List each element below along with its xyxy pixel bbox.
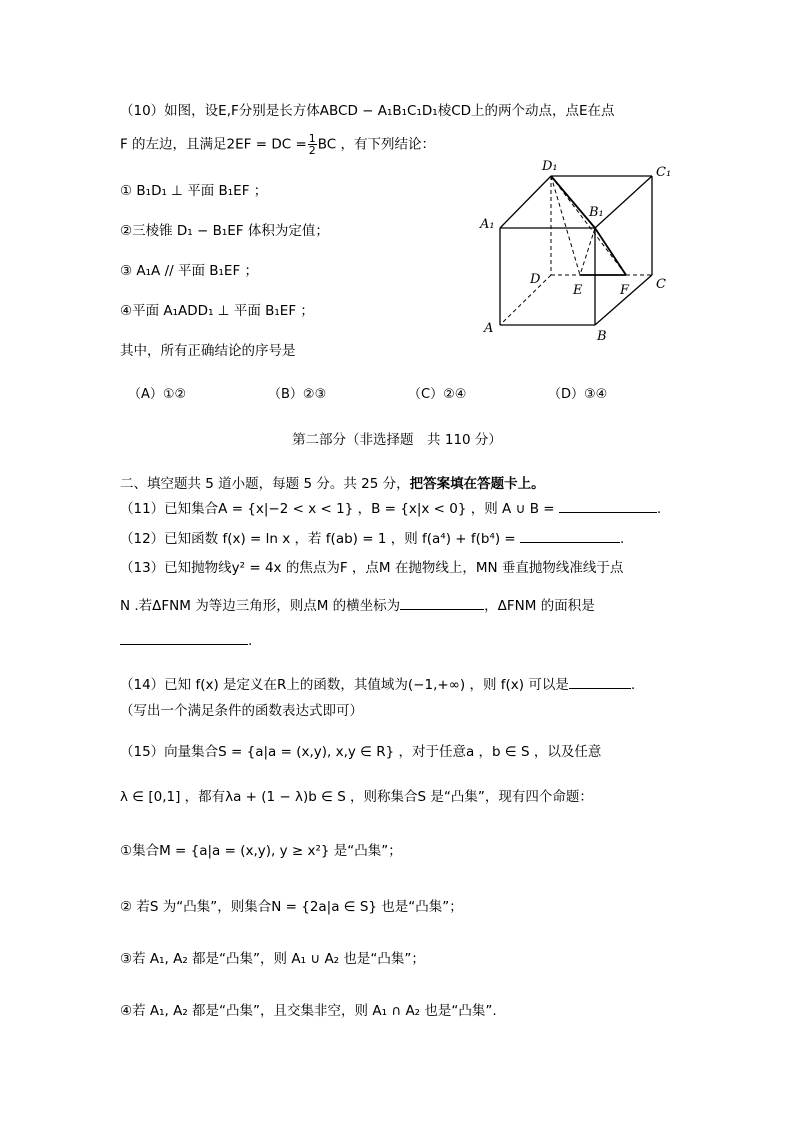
- edge-A1-D1: [500, 176, 551, 228]
- label-C: C: [656, 277, 666, 292]
- option-d: （D）③④: [548, 387, 608, 402]
- edge-D1-F: [551, 176, 626, 275]
- q15-proposition-1: ①集合M = {a|a = (x,y), y ≥ x²} 是“凸集”；: [120, 843, 402, 859]
- q10-line1: （10）如图，设E,F分别是长方体ABCD − A₁B₁C₁D₁棱CD上的两个动点，点E在点: [120, 103, 615, 119]
- q14-line1: （14）已知 f(x) 是定义在R上的函数，其值域为(−1,+∞) ，则 f(x) 可以是 .: [120, 674, 635, 695]
- q10-question: 其中，所有正确结论的序号是: [120, 343, 296, 359]
- q13-line1: （13）已知抛物线y² = 4x 的焦点为F ，点M 在抛物线上，MN 垂直抛物线准线于点: [120, 560, 624, 576]
- label-E: E: [573, 283, 583, 298]
- q13-line2-text-b: ，ΔFNM 的面积是: [484, 598, 595, 614]
- q10-statement-1: ① B₁D₁ ⊥ 平面 B₁EF ；: [120, 183, 268, 199]
- label-B: B: [597, 329, 607, 344]
- q10-line2-post: BC ，有下列结论：: [317, 136, 436, 153]
- q13-line2: [120, 595, 595, 616]
- option-c: （C）②④: [408, 387, 467, 402]
- part-two-title: 第二部分（非选择题 共 110 分）: [292, 432, 502, 448]
- option-a: （A）①②: [128, 387, 187, 402]
- q15-proposition-4: ④若 A₁, A₂ 都是“凸集”，且交集非空，则 A₁ ∩ A₂ 也是“凸集”.: [120, 1003, 497, 1019]
- q12-answer-blank: [520, 528, 620, 543]
- q11-text: （11）已知集合A = {x|−2 < x < 1} ，B = {x|x < 0} ，则 A ∪ B =: [120, 501, 555, 517]
- q13-line2-text: N .若ΔFNM 为等边三角形，则点M 的横坐标为: [120, 598, 401, 614]
- q11-answer-blank: [559, 498, 657, 513]
- edge-B1-E: [580, 228, 595, 275]
- edge-D1-B1: [551, 176, 595, 228]
- label-F: F: [620, 283, 630, 298]
- label-A1: A₁: [480, 217, 495, 232]
- q15-line2: λ ∈ [0,1] ，都有λa + (1 − λ)b ∈ S ，则称集合S 是“凸集”，现有四个命题：: [120, 789, 593, 805]
- q12-text: （12）已知函数 f(x) = ln x ，若 f(ab) = 1 ，则 f(a⁴) + f(b⁴) =: [120, 531, 516, 547]
- q11: （11）已知集合A = {x|−2 < x < 1} ，B = {x|x < 0} ，则 A ∪ B = .: [120, 498, 661, 519]
- q15-proposition-3: ③若 A₁, A₂ 都是“凸集”，则 A₁ ∪ A₂ 也是“凸集”；: [120, 951, 425, 967]
- label-C1: C₁: [656, 165, 672, 180]
- label-D1: D₁: [542, 159, 558, 174]
- label-B1: B₁: [589, 205, 604, 220]
- edge-B1-F: [595, 228, 626, 275]
- q14-text: （14）已知 f(x) 是定义在R上的函数，其值域为(−1,+∞) ，则 f(x) 可以是: [120, 677, 569, 693]
- q12: （12）已知函数 f(x) = ln x ，若 f(ab) = 1 ，则 f(a⁴) + f(b⁴) = .: [120, 528, 624, 549]
- edge-D-A: [500, 275, 551, 325]
- section-two-header-text: 二、填空题共 5 道小题，每题 5 分。共 25 分，: [120, 476, 410, 492]
- q13-answer-blank-2: [120, 630, 248, 645]
- q15-line1: （15）向量集合S = {a|a = (x,y), x,y ∈ R} ，对于任意a ，b ∈ S ，以及任意: [120, 744, 602, 760]
- label-A: A: [484, 321, 494, 336]
- section-two-header: [120, 474, 545, 494]
- fraction-denominator: 2: [308, 144, 316, 157]
- fraction-one-half: [308, 133, 317, 156]
- q10-line2: [120, 133, 435, 156]
- cuboid-figure: [470, 150, 680, 350]
- q10-statement-3: ③ A₁A // 平面 B₁EF ；: [120, 263, 259, 279]
- q10-line2-pre: F 的左边，且满足2EF = DC =: [120, 136, 307, 153]
- q10-statement-2: ②三棱锥 D₁ − B₁EF 体积为定值；: [120, 223, 329, 239]
- q13-answer-blank-1: [400, 595, 484, 610]
- q15-proposition-2: ② 若S 为“凸集”，则集合N = {2a|a ∈ S} 也是“凸集”；: [120, 899, 463, 915]
- edge-B1-C1: [595, 176, 652, 228]
- option-b: （B）②③: [268, 387, 327, 402]
- label-D: D: [530, 272, 541, 287]
- fraction-numerator: 1: [308, 132, 316, 145]
- q14-answer-blank: [569, 674, 631, 689]
- q13-line3: .: [120, 630, 252, 651]
- edge-D1-E: [551, 176, 580, 275]
- q14-line2: （写出一个满足条件的函数表达式即可）: [120, 703, 363, 719]
- q10-statement-4: ④平面 A₁ADD₁ ⊥ 平面 B₁EF ；: [120, 303, 314, 319]
- section-two-header-bold: 把答案填在答题卡上。: [409, 476, 545, 492]
